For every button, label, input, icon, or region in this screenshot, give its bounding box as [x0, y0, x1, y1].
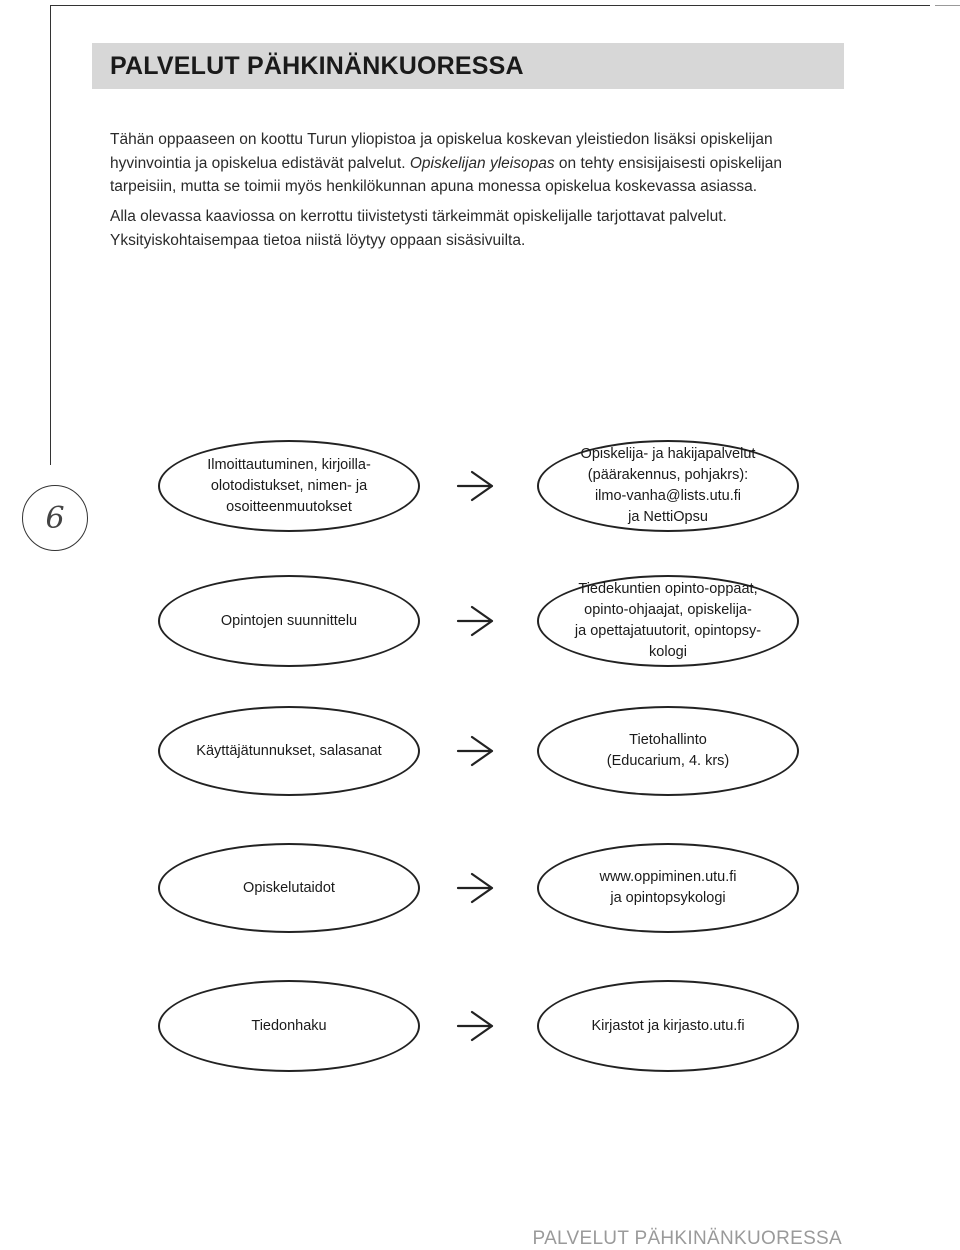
- oval-text-line: ja opintopsykologi: [610, 890, 726, 906]
- oval-text-line: ja NettiOpsu: [628, 509, 708, 525]
- service-topic-oval: [158, 575, 420, 667]
- oval-text: [251, 1016, 326, 1037]
- arrow-right-icon: [455, 734, 495, 768]
- title-bar: [92, 43, 844, 89]
- oval-text-line: Tiedekuntien opinto-oppaat,: [578, 581, 758, 597]
- oval-text-line: Kirjastot ja kirjasto.utu.fi: [591, 1017, 745, 1034]
- service-provider-oval: [537, 440, 799, 532]
- oval-text-line: www.oppiminen.utu.fi: [599, 869, 737, 885]
- oval-text-line: ilmo-vanha@lists.utu.fi: [594, 488, 742, 504]
- guide-name: Opiskelijan yleisopas: [409, 154, 555, 172]
- service-provider-oval: [537, 980, 799, 1072]
- oval-text-line: kologi: [649, 644, 687, 660]
- oval-text: [581, 444, 756, 528]
- arrow-right-icon: [455, 469, 495, 503]
- oval-text-line: Opiskelutaidot: [243, 879, 335, 896]
- oval-text-line: Opintojen suunnittelu: [220, 612, 358, 629]
- oval-text: [607, 730, 729, 772]
- oval-text: [599, 867, 736, 909]
- page-frame-top-line: [50, 5, 930, 6]
- oval-text-line: (päärakennus, pohjakrs):: [587, 467, 749, 483]
- running-footer: PALVELUT PÄHKINÄNKUORESSA: [532, 1228, 842, 1249]
- oval-text: [591, 1016, 744, 1037]
- oval-text: [243, 878, 335, 899]
- oval-text-line: opinto-ohjaajat, opiskelija-: [584, 602, 752, 618]
- oval-text-line: Ilmoittautuminen, kirjoilla-: [207, 456, 371, 473]
- page-title: PALVELUT PÄHKINÄNKUORESSA: [110, 52, 524, 80]
- page-frame-corner-line: [935, 5, 960, 6]
- service-topic-oval: [158, 706, 420, 796]
- oval-text: [207, 455, 371, 518]
- oval-text: [196, 741, 381, 762]
- intro-p1-start: Tähän oppaaseen on koottu Turun yliopistoa ja opiskelua koskevan yleistiedon lisäksi opiskelijan hyvinvointia ja opiskelua edistävät palvelut.: [110, 131, 773, 172]
- service-provider-oval: [537, 575, 799, 667]
- arrow-right-icon: [455, 604, 495, 638]
- intro-p1-end: on tehty ensisijaisesti opiskelijan tarpeisiin, mutta se toimii myös henkilökunnan apuna monessa opiskelua koskevassa asiassa.: [110, 154, 783, 196]
- service-provider-oval: [537, 843, 799, 933]
- oval-text-line: Tietohallinto: [629, 732, 707, 748]
- arrow-right-icon: [455, 1009, 495, 1043]
- service-provider-oval: [537, 706, 799, 796]
- oval-text-line: osoitteenmuutokset: [226, 498, 352, 515]
- oval-text-line: olotodistukset, nimen- ja: [210, 477, 368, 494]
- intro-text: [110, 128, 850, 259]
- oval-text-line: ja opettajatuutorit, opintopsy-: [574, 623, 762, 639]
- service-topic-oval: [158, 440, 420, 532]
- oval-text: [221, 611, 357, 632]
- arrow-right-icon: [455, 871, 495, 905]
- oval-text-line: Tiedonhaku: [251, 1017, 327, 1034]
- page-number-badge: 6: [22, 485, 88, 551]
- oval-text: [575, 579, 761, 663]
- oval-text-line: Opiskelija- ja hakijapalvelut: [580, 446, 756, 462]
- page-frame-left-line: [50, 5, 51, 465]
- service-topic-oval: [158, 980, 420, 1072]
- intro-paragraph-1: [110, 128, 850, 199]
- service-topic-oval: [158, 843, 420, 933]
- oval-text-line: Käyttäjätunnukset, salasanat: [196, 742, 382, 759]
- intro-paragraph-2: Alla olevassa kaaviossa on kerrottu tiivistetysti tärkeimmät opiskelijalle tarjottavat palvelut. Yksityiskohtaisempaa tietoa niistä löytyy oppaan sisäsivuilta.: [110, 208, 727, 249]
- oval-text-line: (Educarium, 4. krs): [606, 753, 730, 769]
